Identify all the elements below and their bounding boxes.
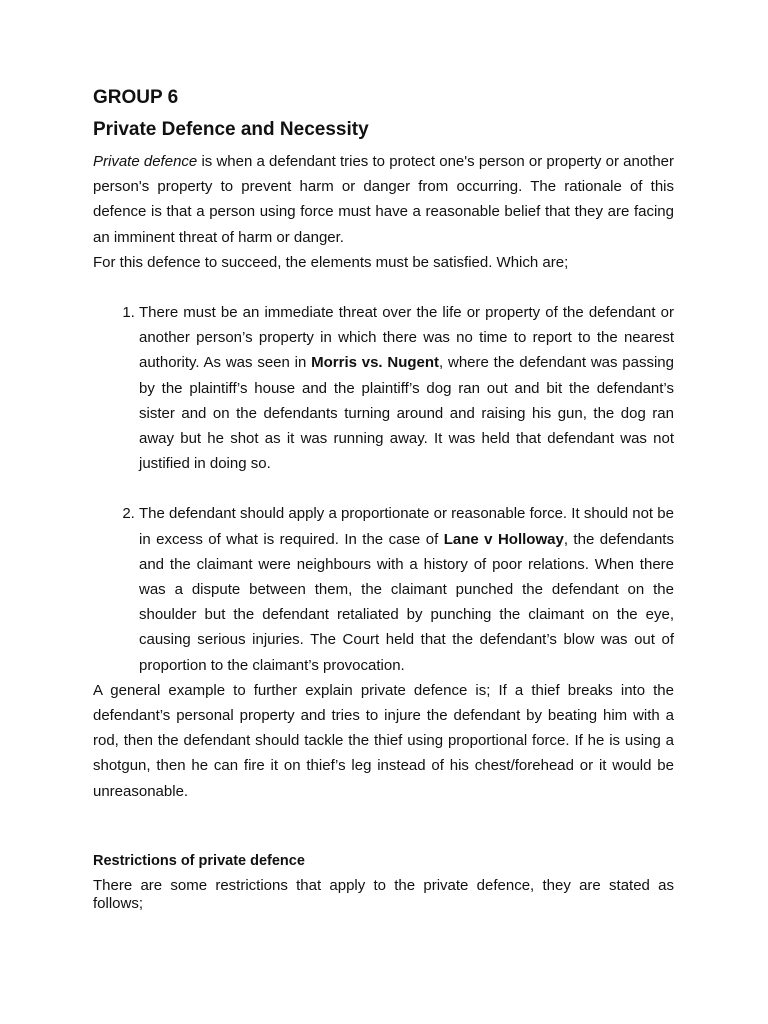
case-name-morris: Morris vs. Nugent: [311, 354, 440, 372]
element-1-text-after: , where the defendant was passing by the plaintiff’s house and the plaintiff’s dog ran out and bit the defendant’s sister and on the defendants turning around and raising his gun, the dog ran away but he shot as it was running away. It was held that defendant was not justified in doing so.: [139, 354, 674, 473]
elements-intro: For this defence to succeed, the elements must be satisfied. Which are;: [93, 253, 569, 271]
element-1-text-before: There must be an immediate threat over the life or property of the defendant or another person’s property in which there was no time to report to the nearest authority. As was seen in: [139, 304, 674, 372]
intro-term: Private defence: [93, 153, 198, 170]
intro-paragraph: [93, 149, 674, 250]
intro-text: is when a defendant tries to protect one's person or property or another person's property to prevent harm or danger from occurring. The rationale of this defence is that a person using force must have a reasonable belief that they are facing an imminent threat of harm or danger.: [93, 153, 675, 246]
document-page: [93, 84, 674, 913]
element-2-text-before: The defendant should apply a proportionate or reasonable force. It should not be in excess of what is required. In the case of: [139, 505, 674, 548]
restrictions-heading: Restrictions of private defence: [93, 852, 305, 869]
elements-list: [93, 300, 674, 678]
element-item-2: [139, 501, 674, 677]
group-heading: GROUP 6: [93, 87, 179, 108]
document-title: Private Defence and Necessity: [93, 119, 369, 140]
element-item-1: [139, 300, 674, 476]
example-paragraph: A general example to further explain private defence is; If a thief breaks into the defendant’s personal property and tries to injure the defendant by beating him with a rod, then the defendant should tackle the thief using proportional force. If he is using a shotgun, then he can fire it on thief’s leg instead of his chest/forehead or it would be unreasonable.: [93, 681, 674, 800]
element-2-text-after: , the defendants and the claimant were neighbours with a history of poor relations. When there was a dispute between them, the claimant punched the defendant on the shoulder but the defendant retaliated by punching the claimant on the eye, causing serious injuries. The Court held that the defendant’s blow was out of proportion to the claimant’s provocation.: [139, 530, 674, 674]
case-name-lane: Lane v Holloway: [443, 530, 564, 548]
restrictions-intro: There are some restrictions that apply to the private defence, they are stated as follows;: [93, 876, 674, 912]
